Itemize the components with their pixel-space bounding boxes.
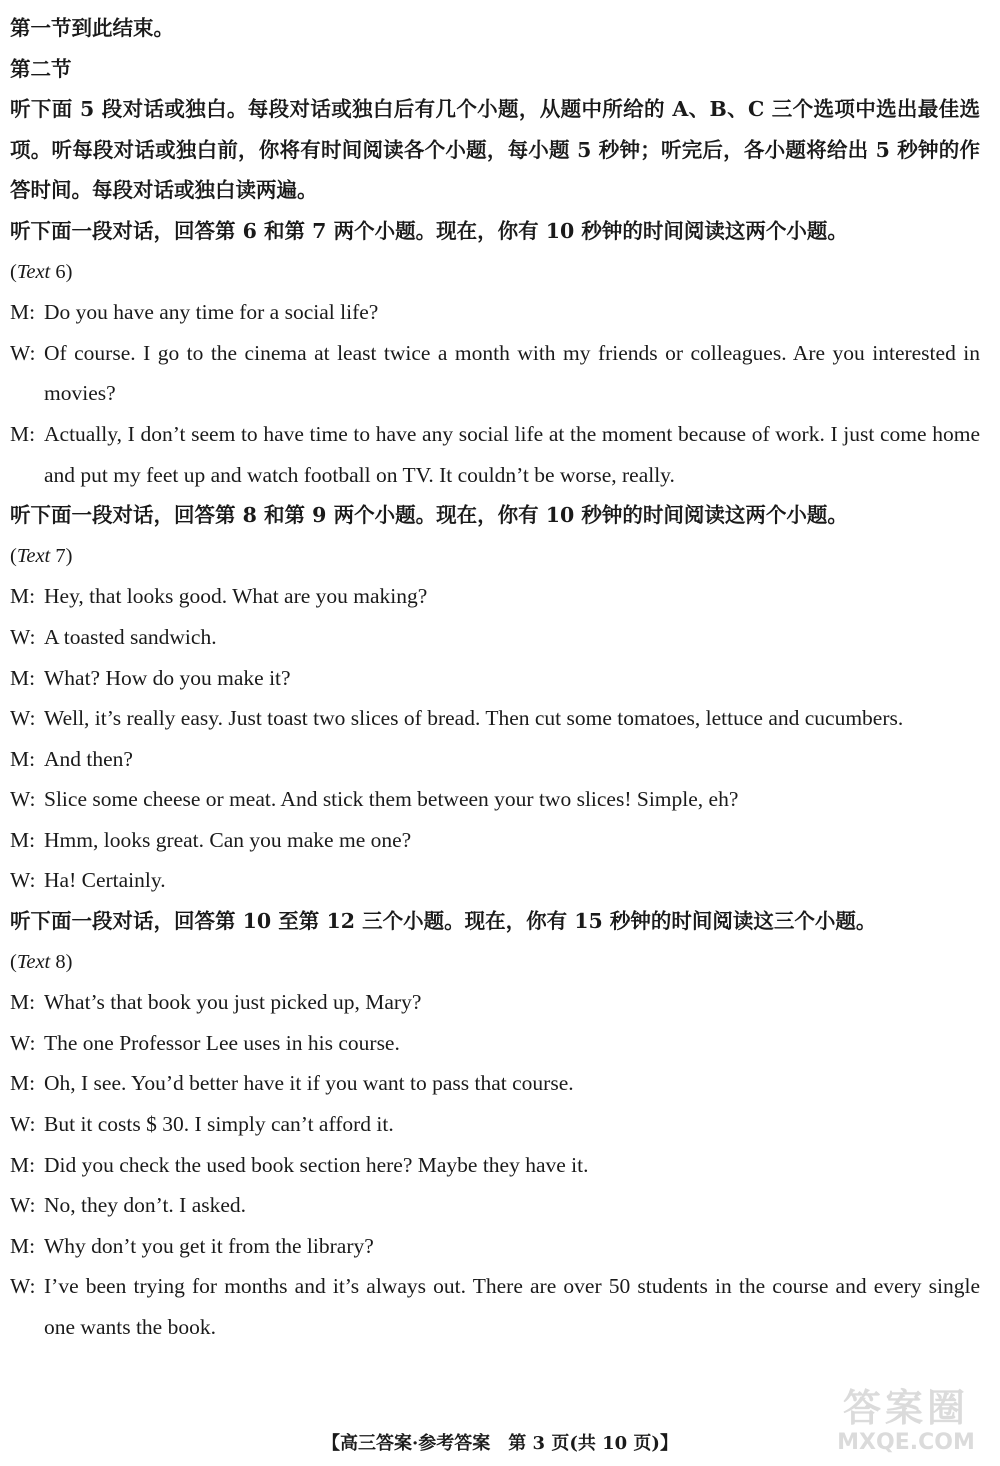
speech: Of course. I go to the cinema at least twice a month with my friends or colleagues. Are you interested in movies?: [44, 340, 980, 406]
speaker: W:: [10, 340, 36, 365]
text-7-label: [10, 536, 980, 577]
page-footer: 【高三答案·参考答案 第 3 页(共 10 页)】: [322, 1433, 678, 1454]
speech: A toasted sandwich.: [44, 624, 217, 649]
speaker: W:: [10, 787, 36, 812]
dialog-line: [10, 1104, 980, 1145]
dialog-line: [10, 1023, 980, 1064]
speech: Hmm, looks great. Can you make me one?: [44, 827, 412, 852]
text-label-word: Text: [16, 544, 51, 567]
speaker: M:: [10, 1071, 36, 1096]
speaker: W:: [10, 1030, 36, 1055]
speaker: M:: [10, 827, 36, 852]
speech: Oh, I see. You’d better have it if you want to pass that course.: [44, 1071, 574, 1096]
text-6-label: [10, 252, 980, 293]
speech: Hey, that looks good. What are you making?: [44, 584, 428, 609]
speaker: W:: [10, 706, 36, 731]
dialog-line: [10, 779, 980, 820]
speech: Why don’t you get it from the library?: [44, 1233, 374, 1258]
text-label-open: (: [10, 544, 17, 567]
dialog-line: [10, 1063, 980, 1104]
speech: And then?: [44, 746, 133, 771]
dialog-line: [10, 617, 980, 658]
speech: No, they don’t. I asked.: [44, 1193, 247, 1218]
dialog-line: [10, 414, 980, 495]
speaker: W:: [10, 1274, 36, 1299]
dialog-text-8: [10, 982, 980, 1347]
dialog-text-6: [10, 292, 980, 495]
dialog-line: [10, 1145, 980, 1186]
speech: But it costs $ 30. I simply can’t afford it.: [44, 1112, 394, 1137]
text-label-number: 8): [50, 950, 73, 973]
text-label-word: Text: [16, 260, 51, 283]
speaker: M:: [10, 1233, 36, 1258]
speech: The one Professor Lee uses in his course.: [44, 1030, 400, 1055]
section-end-line: 第一节到此结束。: [10, 16, 174, 40]
dialog-line: [10, 1226, 980, 1267]
section-two-heading: 第二节: [10, 56, 72, 81]
speaker: M:: [10, 1152, 36, 1177]
dialog-line: [10, 698, 980, 739]
dialog-line: [10, 333, 980, 414]
dialog-line: [10, 292, 980, 333]
dialog-line: [10, 658, 980, 699]
text-label-word: Text: [16, 950, 51, 973]
text-label-open: (: [10, 950, 17, 973]
dialog-line: [10, 1266, 980, 1347]
speech: Well, it’s really easy. Just toast two slices of bread. Then cut some tomatoes, lettuce and cucumbers.: [44, 706, 904, 731]
section-two-instructions: 听下面 5 段对话或独白。每段对话或独白后有几个小题，从题中所给的 A、B、C 三个选项中选出最佳选项。听每段对话或独白前，你将有时间阅读各个小题，每小题 5 秒钟；听完后，各小题将给出 5 秒钟的作答时间。每段对话或独白读两遍。: [10, 97, 980, 203]
speaker: M:: [10, 421, 36, 446]
speaker: M:: [10, 665, 36, 690]
speech: I’ve been trying for months and it’s always out. There are over 50 students in the course and every single one wants the book.: [44, 1274, 980, 1339]
speaker: W:: [10, 1193, 36, 1218]
dialog-line: [10, 982, 980, 1023]
speaker: W:: [10, 1112, 36, 1137]
speaker: W:: [10, 868, 36, 893]
dialog-line: [10, 820, 980, 861]
speaker: M:: [10, 300, 36, 325]
instruction-text-8: 听下面一段对话，回答第 10 至第 12 三个小题。现在，你有 15 秒钟的时间阅读这三个小题。: [10, 909, 877, 934]
dialog-text-7: [10, 576, 980, 901]
speech: What’s that book you just picked up, Mary?: [44, 990, 422, 1015]
dialog-line: [10, 739, 980, 780]
text-label-number: 7): [50, 544, 73, 567]
text-label-number: 6): [50, 260, 73, 283]
speech: Did you check the used book section here? Maybe they have it.: [44, 1152, 589, 1177]
speech: What? How do you make it?: [44, 665, 291, 690]
speech: Slice some cheese or meat. And stick them between your two slices! Simple, eh?: [44, 787, 739, 812]
speaker: M:: [10, 584, 36, 609]
instruction-text-7: 听下面一段对话，回答第 8 和第 9 两个小题。现在，你有 10 秒钟的时间阅读这两个小题。: [10, 503, 848, 528]
instruction-text-6: 听下面一段对话，回答第 6 和第 7 两个小题。现在，你有 10 秒钟的时间阅读这两个小题。: [10, 218, 848, 243]
speaker: M:: [10, 990, 36, 1015]
watermark-en: MXQE.COM: [837, 1430, 975, 1455]
speaker: W:: [10, 624, 36, 649]
dialog-line: [10, 860, 980, 901]
dialog-line: [10, 1185, 980, 1226]
speaker: M:: [10, 746, 36, 771]
text-8-label: [10, 942, 980, 983]
text-label-open: (: [10, 260, 17, 283]
watermark-cn: 答案圈: [842, 1386, 969, 1430]
speech: Ha! Certainly.: [44, 868, 166, 893]
speech: Actually, I don’t seem to have time to have any social life at the moment because of work. I just come home and put my feet up and watch football on TV. It couldn’t be worse, really.: [44, 421, 980, 487]
speech: Do you have any time for a social life?: [44, 300, 379, 325]
dialog-line: [10, 576, 980, 617]
